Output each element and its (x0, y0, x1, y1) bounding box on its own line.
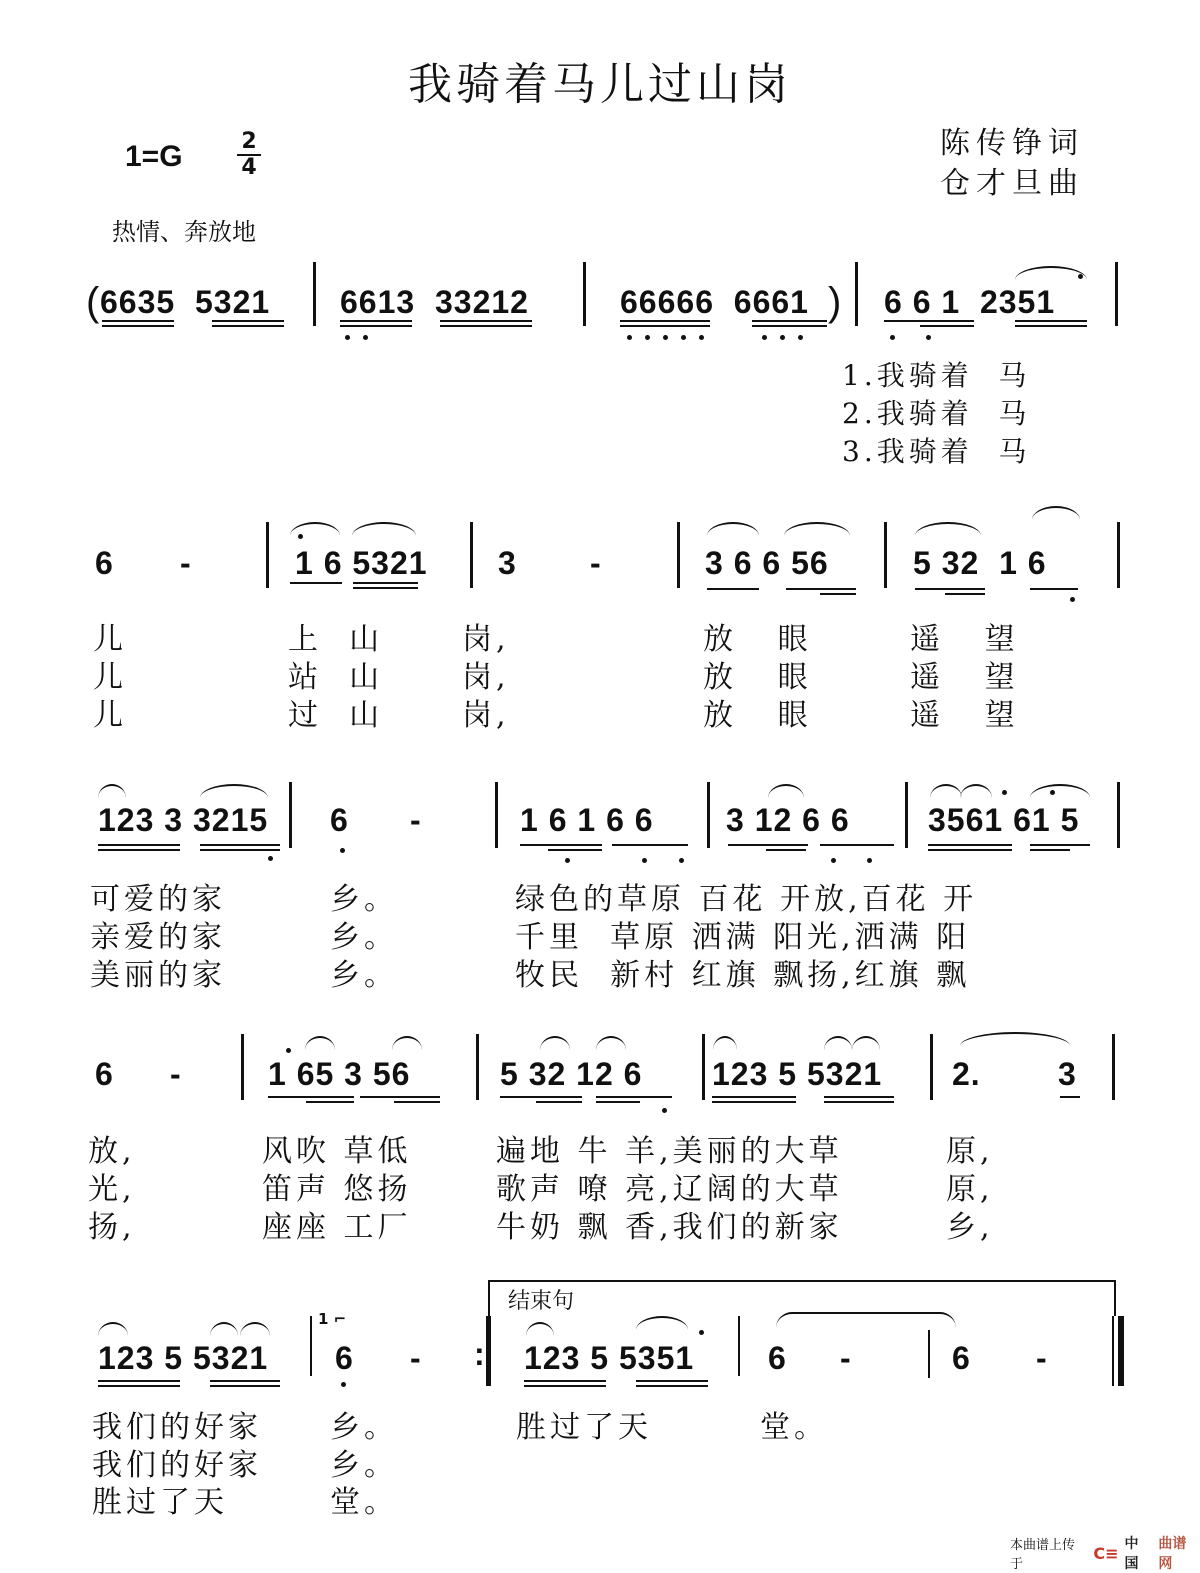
lyric: 遍地 牛 羊,美丽的大草 (496, 1134, 843, 1169)
time-signature (237, 130, 261, 180)
lyric: 千里 草原 洒满 阳光,洒满 阳 (515, 920, 971, 955)
brand-logo-icon: C≡ (1093, 1543, 1119, 1563)
measure: 3 12 6 6 (726, 802, 850, 838)
lyric: 儿 (93, 660, 127, 695)
lyric: 站 山 (288, 660, 384, 695)
note: 3 (1058, 1056, 1077, 1092)
measure: 123 5 5321 (712, 1056, 883, 1092)
lyric: 儿 (93, 698, 127, 733)
lyric: 放 眼 (703, 660, 812, 695)
lyric: 原, (946, 1172, 994, 1207)
barline (289, 782, 292, 848)
lyric: 放 眼 (703, 698, 812, 733)
lyric: 上 山 (288, 622, 384, 657)
barline (855, 262, 858, 326)
time-numerator: 2 (237, 130, 261, 156)
tempo-marking: 热情、奔放地 (112, 218, 256, 246)
measure-2: 6613 33212 (340, 284, 529, 320)
note: 6 (330, 802, 349, 838)
measure: 5 32 1 6 (913, 545, 1047, 581)
note: 3 (498, 545, 517, 581)
lyric: 乡, (946, 1210, 994, 1245)
barline (677, 522, 680, 588)
note: 6 (952, 1340, 971, 1376)
measure-1: 6635 5321 (100, 284, 271, 320)
barline (702, 1034, 705, 1100)
repeat-sign-dots: : (474, 1336, 486, 1372)
lyric: 座座 工厂 (262, 1210, 412, 1245)
dash: - (180, 545, 192, 581)
upload-text: 本曲谱上传于 (1010, 1538, 1076, 1572)
measure-3: 66666 6661 (620, 284, 809, 320)
measure: 123 5 5321 (98, 1340, 269, 1376)
barline (738, 1316, 740, 1376)
final-barline-thin (1112, 1316, 1114, 1386)
lyric: 风吹 草低 (262, 1134, 412, 1169)
barline (1115, 262, 1118, 326)
footer-watermark (1010, 1533, 1200, 1573)
barline (1117, 782, 1120, 848)
lyric: 遥 望 (910, 698, 1019, 733)
lyric: 岗, (462, 698, 510, 733)
lyric: 岗, (462, 660, 510, 695)
lyric: 笛声 悠扬 (262, 1172, 412, 1207)
ending-bracket (488, 1280, 1116, 1282)
lyric: 过 山 (288, 698, 384, 733)
brand-name-b: 曲谱网 (1158, 1536, 1187, 1572)
measure: 3561 61 5 (928, 802, 1080, 838)
lyric: 牧民 新村 红旗 飘扬,红旗 飘 (515, 958, 971, 993)
lyric: 遥 望 (910, 622, 1019, 657)
measure: 1 6 1 6 6 (520, 802, 654, 838)
lyric: 乡。 (330, 1448, 398, 1483)
lyric: 儿 (93, 622, 127, 657)
lyric: 堂。 (330, 1485, 398, 1520)
barline (884, 522, 887, 588)
verse-1-label: 1.我骑着 马 (842, 359, 1031, 392)
dash: - (170, 1056, 182, 1092)
lyric: 歌声 嘹 亮,辽阔的大草 (496, 1172, 843, 1207)
ending-label: 结束句 (508, 1289, 575, 1314)
measure: 123 3 3215 (98, 802, 269, 838)
lyric: 扬, (88, 1210, 136, 1245)
barline (310, 1316, 312, 1376)
lyric: 乡。 (330, 1410, 398, 1445)
lyric: 我们的好家 (92, 1448, 262, 1483)
dash: - (1036, 1340, 1048, 1376)
barline (1112, 1034, 1115, 1100)
lyric: 乡。 (330, 920, 398, 955)
lyric: 乡。 (330, 958, 398, 993)
barline (476, 1034, 479, 1100)
note: 6 (95, 1056, 114, 1092)
barline (241, 1034, 244, 1100)
note: 6 (335, 1340, 354, 1376)
lyric: 光, (88, 1172, 136, 1207)
lyricist-credit: 陈传铮词 (940, 126, 1084, 161)
barline (495, 782, 498, 848)
lyric: 我们的好家 (92, 1410, 262, 1445)
lyric: 遥 望 (910, 660, 1019, 695)
lyric: 放, (88, 1134, 136, 1169)
intro-paren-close: ) (828, 280, 843, 324)
measure: 5 32 12 6 (500, 1056, 643, 1092)
barline (583, 262, 586, 326)
verse-3-label: 3.我骑着 马 (842, 435, 1031, 468)
barline (313, 262, 316, 326)
dash: - (840, 1340, 852, 1376)
final-barline-thick (1118, 1316, 1124, 1386)
barline (470, 522, 473, 588)
measure: 1 6 5321 (295, 545, 428, 581)
dash: - (590, 545, 602, 581)
intro-paren-open: ( (86, 280, 101, 324)
lyric: 胜过了天 (516, 1410, 652, 1445)
time-denominator: 4 (241, 155, 257, 180)
lyric: 美丽的家 (90, 958, 226, 993)
barline (707, 782, 710, 848)
dash: - (410, 1340, 422, 1376)
lyric: 可爱的家 (90, 882, 226, 917)
repeat-barline (486, 1316, 491, 1386)
lyric: 原, (946, 1134, 994, 1169)
lyric: 亲爱的家 (90, 920, 226, 955)
barline (905, 782, 908, 848)
lyric: 放 眼 (703, 622, 812, 657)
brand-name-a: 中国 (1124, 1536, 1139, 1572)
note: 6 (768, 1340, 787, 1376)
note: 6 (95, 545, 114, 581)
barline (930, 1034, 933, 1100)
composer-credit: 仓才旦曲 (940, 166, 1084, 201)
measure: 123 5 5351 (524, 1340, 695, 1376)
measure: 3 6 6 56 (705, 545, 829, 581)
dash: - (410, 802, 422, 838)
song-title: 我骑着马儿过山岗 (408, 59, 792, 110)
key-signature: 1=G (125, 140, 183, 173)
slur (1015, 266, 1087, 280)
lyric: 牛奶 飘 香,我们的新家 (496, 1210, 843, 1245)
lyric: 绿色的草原 百花 开放,百花 开 (515, 882, 978, 917)
measure-4: 6 6 1 2351 (884, 284, 1056, 320)
barline (928, 1330, 930, 1378)
barline (1117, 522, 1120, 588)
lyric: 乡。 (330, 882, 398, 917)
barline (266, 522, 269, 588)
lyric: 胜过了天 (92, 1485, 228, 1520)
volta-1-label: 1 ⌐ (318, 1310, 347, 1328)
lyric: 岗, (462, 622, 510, 657)
note-dotted: 2. (952, 1056, 981, 1092)
measure: 1 65 3 56 (268, 1056, 411, 1092)
verse-2-label: 2.我骑着 马 (842, 397, 1031, 430)
lyric: 堂。 (760, 1410, 828, 1445)
